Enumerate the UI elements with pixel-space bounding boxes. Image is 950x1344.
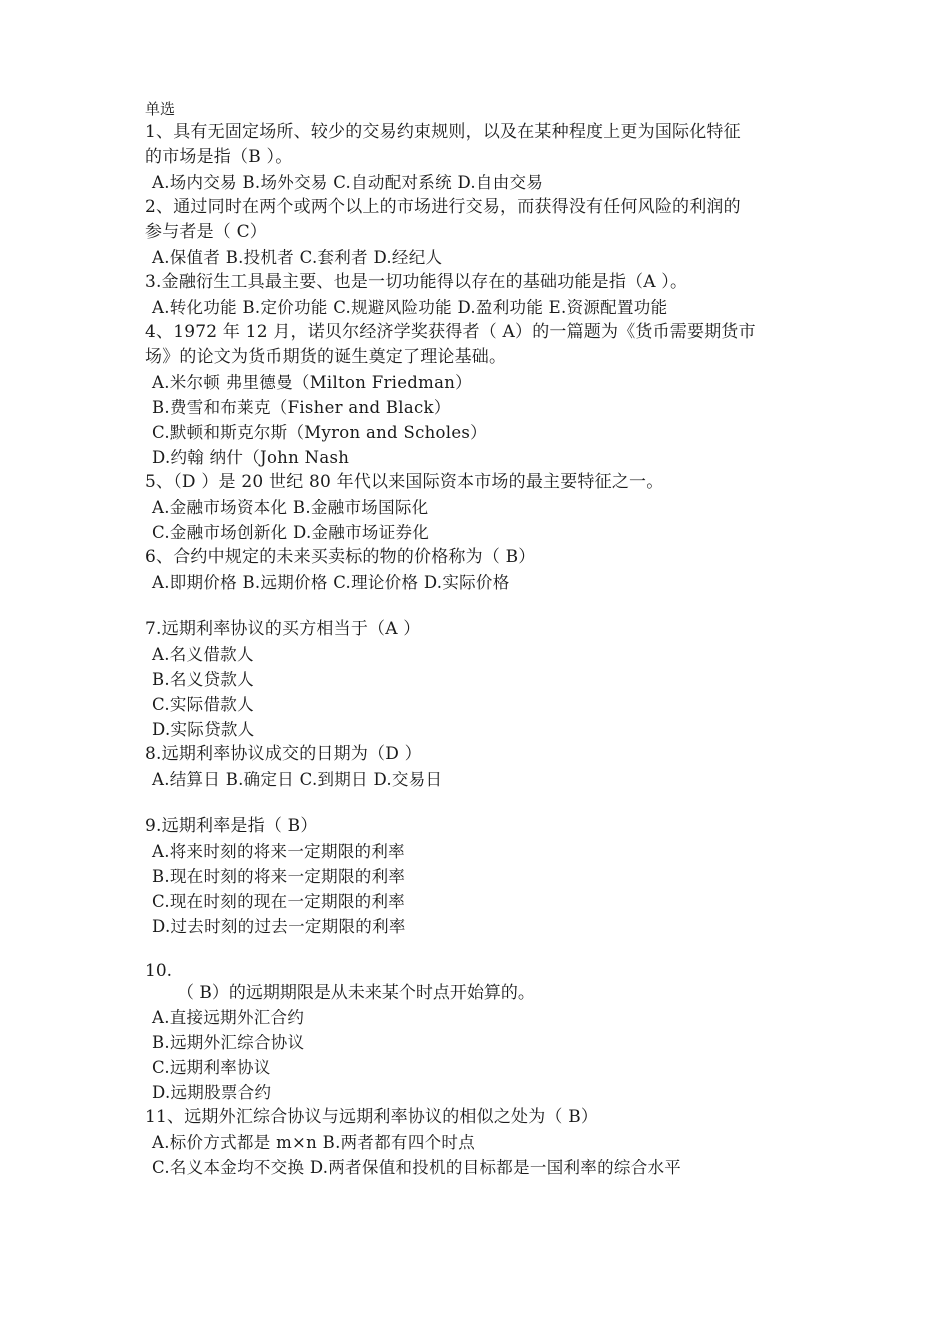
question-list — [145, 98, 825, 1180]
spacer — [145, 595, 825, 617]
question-4-option-a: A.米尔顿 弗里德曼（Milton Friedman） — [152, 373, 472, 392]
question-7-option-b: B.名义贷款人 — [152, 670, 254, 689]
question-9-option-b: B.现在时刻的将来一定期限的利率 — [152, 867, 406, 886]
question-5-options-cd: C.金融市场创新化 D.金融市场证券化 — [152, 523, 430, 542]
question-9-option-d: D.过去时刻的过去一定期限的利率 — [152, 917, 406, 936]
question-2-line-1: 2、通过同时在两个或两个以上的市场进行交易，而获得没有任何风险的利润的 — [145, 197, 741, 217]
spacer — [145, 792, 825, 814]
question-8-line-1: 8.远期利率协议成交的日期为（D ） — [145, 744, 422, 764]
question-10-option-b: B.远期外汇综合协议 — [152, 1033, 305, 1052]
question-11-options-ab: A.标价方式都是 m×n B.两者都有四个时点 — [152, 1133, 476, 1152]
question-4-line-1: 4、1972 年 12 月，诺贝尔经济学奖获得者（ A）的一篇题为《货币需要期货市 — [145, 322, 756, 342]
question-11-options-cd: C.名义本金均不交换 D.两者保值和投机的目标都是一国利率的综合水平 — [152, 1158, 682, 1177]
question-7-line-1: 7.远期利率协议的买方相当于（A ） — [145, 619, 421, 639]
question-10-option-a: A.直接远期外汇合约 — [152, 1008, 305, 1027]
question-7-option-a: A.名义借款人 — [152, 645, 254, 664]
question-1-line-2: 的市场是指（B ）。 — [145, 147, 293, 167]
question-9-line-1: 9.远期利率是指（ B） — [145, 816, 318, 836]
question-10-option-c: C.远期利率协议 — [152, 1058, 271, 1077]
question-8-options: A.结算日 B.确定日 C.到期日 D.交易日 — [152, 770, 443, 789]
question-9-option-a: A.将来时刻的将来一定期限的利率 — [152, 842, 405, 861]
question-4-option-b: B.费雪和布莱克（Fisher and Black） — [152, 398, 451, 417]
question-11-line-1: 11、远期外汇综合协议与远期利率协议的相似之处为（ B） — [145, 1107, 599, 1127]
question-10-number: 10. — [145, 961, 173, 981]
question-4-option-c: C.默顿和斯克尔斯（Myron and Scholes） — [152, 423, 487, 442]
spacer — [145, 939, 825, 961]
section-label: 单选 — [145, 100, 176, 118]
question-1-line-1: 1、具有无固定场所、较少的交易约束规则，以及在某种程度上更为国际化特征 — [145, 122, 741, 142]
question-4-line-2: 场》的论文为货币期货的诞生奠定了理论基础。 — [145, 347, 507, 367]
question-7-option-d: D.实际贷款人 — [152, 720, 255, 739]
question-4-option-d: D.约翰 纳什（John Nash — [152, 448, 350, 467]
question-9-option-c: C.现在时刻的现在一定期限的利率 — [152, 892, 406, 911]
question-2-line-2: 参与者是（ C） — [145, 222, 268, 242]
question-10-line-1: （ B）的远期期限是从未来某个时点开始算的。 — [177, 983, 535, 1003]
question-5-line-1: 5、（D ）是 20 世纪 80 年代以来国际资本市场的最主要特征之一。 — [145, 472, 664, 492]
question-2-options: A.保值者 B.投机者 C.套利者 D.经纪人 — [152, 248, 443, 267]
question-6-line-1: 6、合约中规定的未来买卖标的物的价格称为（ B） — [145, 547, 536, 567]
question-7-option-c: C.实际借款人 — [152, 695, 254, 714]
question-6-options: A.即期价格 B.远期价格 C.理论价格 D.实际价格 — [152, 573, 510, 592]
question-10-option-d: D.远期股票合约 — [152, 1083, 272, 1102]
question-3-options: A.转化功能 B.定价功能 C.规避风险功能 D.盈利功能 E.资源配置功能 — [152, 298, 668, 317]
question-1-options: A.场内交易 B.场外交易 C.自动配对系统 D.自由交易 — [152, 173, 544, 192]
question-5-options-ab: A.金融市场资本化 B.金融市场国际化 — [152, 498, 429, 517]
question-3-line-1: 3.金融衍生工具最主要、也是一切功能得以存在的基础功能是指（A ）。 — [145, 272, 688, 292]
